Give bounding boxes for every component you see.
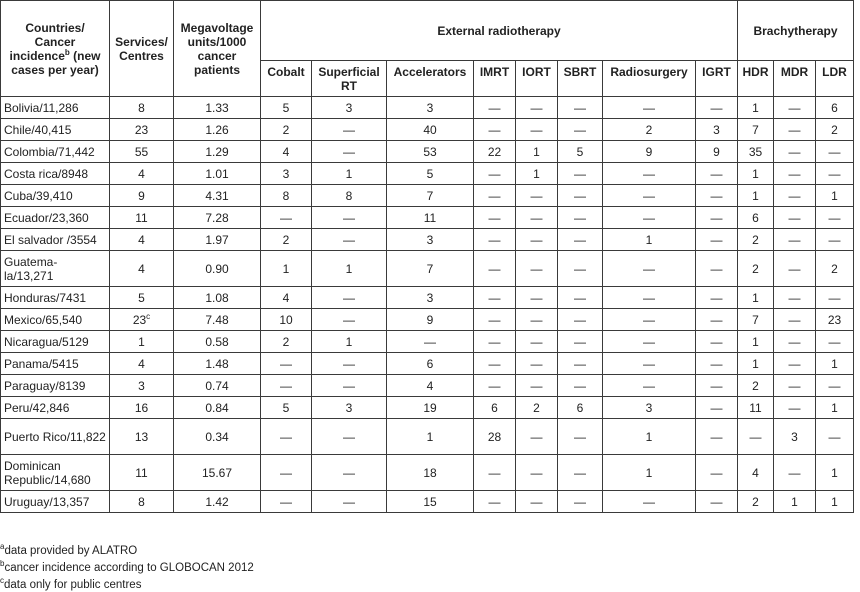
cobalt-cell: — (261, 455, 312, 491)
ldr-cell: 1 (816, 185, 854, 207)
accelerators-cell: 11 (387, 207, 474, 229)
superficial-rt-cell: 1 (312, 331, 387, 353)
services-value: 13 (134, 429, 149, 444)
hdr-cell: 2 (738, 251, 774, 287)
services-cell (110, 455, 174, 491)
services-value: 16 (134, 400, 149, 415)
table-row (1, 185, 854, 207)
iort-cell: — (516, 207, 558, 229)
col-header-sbrt: SBRT (558, 61, 603, 97)
iort-cell: — (516, 331, 558, 353)
imrt-cell: — (474, 353, 516, 375)
igrt-cell: — (696, 207, 738, 229)
mdr-cell: — (774, 397, 816, 419)
superficial-rt-cell: — (312, 309, 387, 331)
country-cell: Panama/5415 (1, 353, 110, 375)
hdr-cell: 1 (738, 353, 774, 375)
iort-cell: — (516, 491, 558, 513)
hdr-cell: 1 (738, 331, 774, 353)
mdr-cell: — (774, 185, 816, 207)
hdr-cell: 1 (738, 163, 774, 185)
igrt-cell: — (696, 419, 738, 455)
igrt-cell: — (696, 397, 738, 419)
igrt-cell: 3 (696, 119, 738, 141)
igrt-cell: — (696, 185, 738, 207)
country-cell: Puerto Rico/11,822 (1, 419, 110, 455)
cobalt-cell: 2 (261, 331, 312, 353)
ldr-cell: — (816, 229, 854, 251)
accelerators-cell: 40 (387, 119, 474, 141)
iort-cell: 1 (516, 163, 558, 185)
cobalt-cell: 8 (261, 185, 312, 207)
table-row (1, 331, 854, 353)
hdr-cell: 6 (738, 207, 774, 229)
mdr-cell: — (774, 455, 816, 491)
services-value: 8 (138, 100, 145, 115)
col-header-mdr: MDR (774, 61, 816, 97)
accelerators-cell: 9 (387, 309, 474, 331)
hdr-cell: 7 (738, 119, 774, 141)
cobalt-cell: 2 (261, 229, 312, 251)
ldr-cell: — (816, 375, 854, 397)
footnote-marker: a (0, 542, 5, 552)
mdr-cell: — (774, 229, 816, 251)
ldr-cell: — (816, 141, 854, 163)
iort-cell: — (516, 375, 558, 397)
imrt-cell: — (474, 207, 516, 229)
imrt-cell: — (474, 309, 516, 331)
cobalt-cell: 1 (261, 251, 312, 287)
imrt-cell: — (474, 185, 516, 207)
superficial-rt-cell: — (312, 375, 387, 397)
hdr-cell: 4 (738, 455, 774, 491)
radiosurgery-cell: — (603, 375, 696, 397)
ldr-cell: 1 (816, 397, 854, 419)
country-cell: Mexico/65,540 (1, 309, 110, 331)
table-row (1, 375, 854, 397)
country-cell: Guatema-la/13,271 (1, 251, 110, 287)
superficial-rt-cell: — (312, 287, 387, 309)
accelerators-cell: — (387, 331, 474, 353)
services-cell (110, 397, 174, 419)
brachytherapy-header: Brachytherapy (738, 1, 854, 61)
country-cell: Ecuador/23,360 (1, 207, 110, 229)
footnote-text: cancer incidence according to GLOBOCAN 2012 (4, 562, 254, 574)
megavoltage-cell: 0.84 (174, 397, 261, 419)
services-cell (110, 97, 174, 119)
cobalt-cell: — (261, 491, 312, 513)
accelerators-cell: 5 (387, 163, 474, 185)
imrt-cell: 22 (474, 141, 516, 163)
igrt-cell: — (696, 229, 738, 251)
country-cell: Peru/42,846 (1, 397, 110, 419)
accelerators-cell: 1 (387, 419, 474, 455)
sbrt-cell: — (558, 419, 603, 455)
megavoltage-cell: 0.58 (174, 331, 261, 353)
megavoltage-cell: 0.90 (174, 251, 261, 287)
cobalt-cell: 5 (261, 397, 312, 419)
iort-cell: — (516, 251, 558, 287)
accelerators-cell: 15 (387, 491, 474, 513)
megavoltage-cell: 1.48 (174, 353, 261, 375)
hdr-cell: 11 (738, 397, 774, 419)
country-cell: Honduras/7431 (1, 287, 110, 309)
sbrt-cell: 5 (558, 141, 603, 163)
radiosurgery-cell: 1 (603, 229, 696, 251)
col-header-hdr: HDR (738, 61, 774, 97)
cobalt-cell: 4 (261, 141, 312, 163)
iort-cell: — (516, 455, 558, 491)
mdr-cell: — (774, 287, 816, 309)
mdr-cell: — (774, 207, 816, 229)
imrt-cell: — (474, 251, 516, 287)
col-header-igrt: IGRT (696, 61, 738, 97)
ldr-cell: 1 (816, 353, 854, 375)
mdr-cell: — (774, 163, 816, 185)
footnote-text: data provided by ALATRO (4, 545, 138, 557)
cobalt-cell: 4 (261, 287, 312, 309)
table-row (1, 397, 854, 419)
imrt-cell: — (474, 375, 516, 397)
services-cell (110, 163, 174, 185)
igrt-cell: — (696, 287, 738, 309)
igrt-cell: — (696, 251, 738, 287)
megavoltage-cell: 1.42 (174, 491, 261, 513)
services-cell (110, 185, 174, 207)
superficial-rt-cell: 1 (312, 251, 387, 287)
col-header-accelerators: Accelerators (387, 61, 474, 97)
accelerators-cell: 4 (387, 375, 474, 397)
igrt-cell: — (696, 353, 738, 375)
radiosurgery-cell: — (603, 353, 696, 375)
igrt-cell: 9 (696, 141, 738, 163)
cobalt-cell: 2 (261, 119, 312, 141)
accelerators-cell: 7 (387, 251, 474, 287)
radiosurgery-cell: 1 (603, 455, 696, 491)
ldr-cell: — (816, 287, 854, 309)
table-row (1, 309, 854, 331)
table-row (1, 119, 854, 141)
iort-cell: — (516, 119, 558, 141)
igrt-cell: — (696, 309, 738, 331)
services-cell (110, 419, 174, 455)
sbrt-cell: — (558, 309, 603, 331)
services-header: Services/ Centres (110, 1, 174, 97)
services-value: 11 (135, 465, 148, 480)
radiosurgery-cell: — (603, 97, 696, 119)
iort-cell: 1 (516, 141, 558, 163)
services-value: 1 (138, 334, 145, 349)
imrt-cell: — (474, 331, 516, 353)
superficial-rt-cell: — (312, 491, 387, 513)
radiosurgery-cell: — (603, 163, 696, 185)
services-cell (110, 309, 174, 331)
imrt-cell: 6 (474, 397, 516, 419)
radiosurgery-cell: — (603, 185, 696, 207)
ldr-cell: 1 (816, 455, 854, 491)
sbrt-cell: — (558, 331, 603, 353)
footnote (0, 561, 254, 575)
hdr-cell: 1 (738, 185, 774, 207)
ldr-cell: — (816, 331, 854, 353)
cobalt-cell: — (261, 419, 312, 455)
country-cell: Dominican Republic/14,680 (1, 455, 110, 491)
table-row (1, 207, 854, 229)
col-header-ldr: LDR (816, 61, 854, 97)
table-row (1, 163, 854, 185)
mdr-cell: 1 (774, 491, 816, 513)
megavoltage-cell: 1.33 (174, 97, 261, 119)
megavoltage-cell: 7.28 (174, 207, 261, 229)
services-value: 11 (135, 210, 148, 225)
imrt-cell: — (474, 287, 516, 309)
iort-cell: — (516, 309, 558, 331)
services-value: 23 (134, 122, 149, 137)
accelerators-cell: 3 (387, 229, 474, 251)
ldr-cell: 6 (816, 97, 854, 119)
services-cell (110, 119, 174, 141)
col-header-iort: IORT (516, 61, 558, 97)
radiosurgery-cell: 2 (603, 119, 696, 141)
megavoltage-cell: 1.01 (174, 163, 261, 185)
ldr-cell: — (816, 163, 854, 185)
ldr-cell: 2 (816, 119, 854, 141)
sbrt-cell: — (558, 185, 603, 207)
footnote (0, 544, 137, 558)
radiosurgery-cell: — (603, 331, 696, 353)
country-cell: Nicaragua/5129 (1, 331, 110, 353)
superficial-rt-cell: — (312, 419, 387, 455)
hdr-cell: 1 (738, 97, 774, 119)
cobalt-cell: 5 (261, 97, 312, 119)
mdr-cell: — (774, 119, 816, 141)
mdr-cell: 3 (774, 419, 816, 455)
services-cell (110, 287, 174, 309)
accelerators-cell: 3 (387, 97, 474, 119)
services-cell (110, 229, 174, 251)
superficial-rt-cell: — (312, 119, 387, 141)
col-header-radiosurgery: Radiosurgery (603, 61, 696, 97)
country-cell: Chile/40,415 (1, 119, 110, 141)
cobalt-cell: — (261, 375, 312, 397)
table-row (1, 251, 854, 287)
superficial-rt-cell: 1 (312, 163, 387, 185)
mdr-cell: — (774, 309, 816, 331)
mdr-cell: — (774, 331, 816, 353)
country-header: Countries/ Cancer incidence$^b$ (new cases per year) (1, 1, 110, 97)
igrt-cell: — (696, 455, 738, 491)
col-header-imrt: IMRT (474, 61, 516, 97)
services-value: 55 (134, 144, 149, 159)
iort-cell: — (516, 419, 558, 455)
iort-cell: — (516, 353, 558, 375)
sbrt-cell: — (558, 251, 603, 287)
services-value: 8 (138, 494, 145, 509)
igrt-cell: — (696, 331, 738, 353)
services-cell (110, 353, 174, 375)
megavoltage-cell: 1.26 (174, 119, 261, 141)
megavoltage-cell: 15.67 (174, 455, 261, 491)
table-row (1, 455, 854, 491)
imrt-cell: — (474, 97, 516, 119)
services-value: 4 (138, 232, 145, 247)
country-cell: Cuba/39,410 (1, 185, 110, 207)
sbrt-cell: — (558, 287, 603, 309)
table-row (1, 419, 854, 455)
igrt-cell: — (696, 491, 738, 513)
iort-cell: — (516, 287, 558, 309)
footnote-text: data only for public centres (4, 579, 142, 591)
mdr-cell: — (774, 375, 816, 397)
superficial-rt-cell: 3 (312, 397, 387, 419)
services-cell (110, 207, 174, 229)
hdr-cell: 7 (738, 309, 774, 331)
services-value: 23 (132, 312, 147, 327)
imrt-cell: — (474, 163, 516, 185)
iort-cell: — (516, 185, 558, 207)
imrt-cell: — (474, 119, 516, 141)
ldr-cell: — (816, 207, 854, 229)
services-cell (110, 491, 174, 513)
sbrt-cell: — (558, 229, 603, 251)
services-value: 4 (138, 261, 145, 276)
radiosurgery-cell: 3 (603, 397, 696, 419)
imrt-cell: — (474, 229, 516, 251)
footnote-marker: c (0, 576, 4, 586)
igrt-cell: — (696, 375, 738, 397)
mdr-cell: — (774, 353, 816, 375)
cobalt-cell: — (261, 207, 312, 229)
superficial-rt-cell: — (312, 353, 387, 375)
superficial-rt-cell: — (312, 229, 387, 251)
imrt-cell: 28 (474, 419, 516, 455)
megavoltage-cell: 1.29 (174, 141, 261, 163)
accelerators-cell: 6 (387, 353, 474, 375)
services-value: 9 (138, 188, 145, 203)
iort-cell: — (516, 97, 558, 119)
radiosurgery-cell: — (603, 491, 696, 513)
megavoltage-cell: 1.97 (174, 229, 261, 251)
table-row (1, 97, 854, 119)
country-cell: Paraguay/8139 (1, 375, 110, 397)
megavoltage-cell: 0.34 (174, 419, 261, 455)
ldr-cell: 1 (816, 491, 854, 513)
radiosurgery-cell: — (603, 251, 696, 287)
megavoltage-cell: 7.48 (174, 309, 261, 331)
country-cell: Bolivia/11,286 (1, 97, 110, 119)
radiosurgery-cell: — (603, 207, 696, 229)
megavoltage-cell: 4.31 (174, 185, 261, 207)
external-radiotherapy-header: External radiotherapy (261, 1, 738, 61)
ldr-cell: 2 (816, 251, 854, 287)
iort-cell: — (516, 229, 558, 251)
imrt-cell: — (474, 491, 516, 513)
mdr-cell: — (774, 251, 816, 287)
radiosurgery-cell: 1 (603, 419, 696, 455)
sbrt-cell: — (558, 455, 603, 491)
services-cell (110, 141, 174, 163)
services-value: 4 (138, 356, 145, 371)
table-row (1, 491, 854, 513)
hdr-cell: 2 (738, 491, 774, 513)
igrt-cell: — (696, 163, 738, 185)
services-value: 3 (138, 378, 145, 393)
superficial-rt-cell: — (312, 141, 387, 163)
footnote-marker: c (146, 311, 151, 321)
sbrt-cell: — (558, 353, 603, 375)
hdr-cell: 35 (738, 141, 774, 163)
cobalt-cell: 3 (261, 163, 312, 185)
sbrt-cell: — (558, 491, 603, 513)
megavoltage-header: Megavoltage units/1000 cancer patients (174, 1, 261, 97)
services-cell (110, 375, 174, 397)
ldr-cell: 23 (816, 309, 854, 331)
igrt-cell: — (696, 97, 738, 119)
accelerators-cell: 3 (387, 287, 474, 309)
sbrt-cell: 6 (558, 397, 603, 419)
table-row (1, 229, 854, 251)
iort-cell: 2 (516, 397, 558, 419)
hdr-cell: 2 (738, 375, 774, 397)
superficial-rt-cell: — (312, 455, 387, 491)
hdr-cell: — (738, 419, 774, 455)
table-row (1, 141, 854, 163)
megavoltage-cell: 1.08 (174, 287, 261, 309)
superficial-rt-cell: 3 (312, 97, 387, 119)
services-value: 4 (138, 166, 145, 181)
country-cell: El salvador /3554 (1, 229, 110, 251)
services-cell (110, 331, 174, 353)
ldr-cell: — (816, 419, 854, 455)
footnote-marker: b (0, 559, 5, 569)
sbrt-cell: — (558, 375, 603, 397)
accelerators-cell: 7 (387, 185, 474, 207)
services-value: 5 (138, 290, 145, 305)
cobalt-cell: 10 (261, 309, 312, 331)
table-row (1, 353, 854, 375)
radiosurgery-cell: — (603, 287, 696, 309)
services-cell (110, 251, 174, 287)
accelerators-cell: 18 (387, 455, 474, 491)
hdr-cell: 2 (738, 229, 774, 251)
country-cell: Colombia/71,442 (1, 141, 110, 163)
country-cell: Costa rica/8948 (1, 163, 110, 185)
table-row (1, 287, 854, 309)
col-header-cobalt: Cobalt (261, 61, 312, 97)
country-cell: Uruguay/13,357 (1, 491, 110, 513)
accelerators-cell: 53 (387, 141, 474, 163)
radiosurgery-cell: 9 (603, 141, 696, 163)
sbrt-cell: — (558, 163, 603, 185)
accelerators-cell: 19 (387, 397, 474, 419)
superficial-rt-cell: — (312, 207, 387, 229)
cobalt-cell: — (261, 353, 312, 375)
col-header-superficial-rt: Superficial RT (312, 61, 387, 97)
imrt-cell: — (474, 455, 516, 491)
sbrt-cell: — (558, 97, 603, 119)
sbrt-cell: — (558, 119, 603, 141)
hdr-cell: 1 (738, 287, 774, 309)
mdr-cell: — (774, 97, 816, 119)
radiosurgery-cell: — (603, 309, 696, 331)
mdr-cell: — (774, 141, 816, 163)
superficial-rt-cell: 8 (312, 185, 387, 207)
megavoltage-cell: 0.74 (174, 375, 261, 397)
sbrt-cell: — (558, 207, 603, 229)
